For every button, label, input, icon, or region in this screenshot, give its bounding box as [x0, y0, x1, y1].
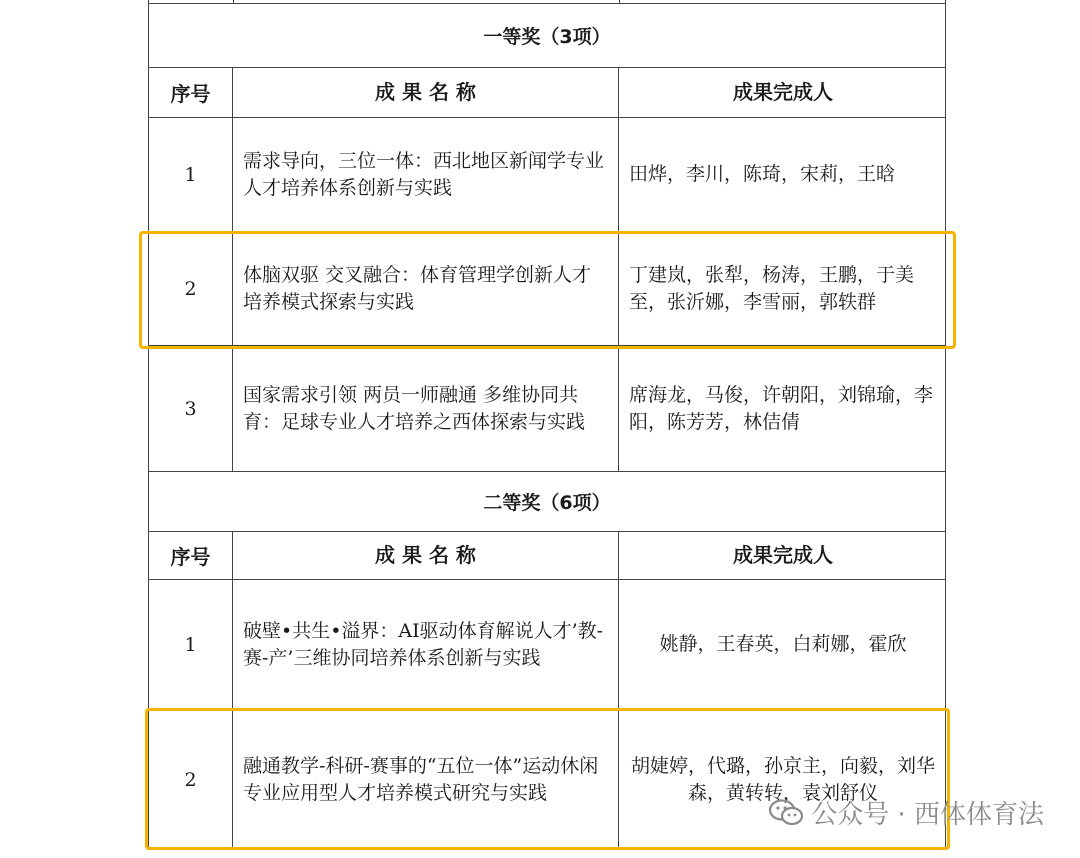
watermark-text: 公众号 · 西体体育法: [811, 800, 1044, 830]
highlight-box-first-row2: [139, 231, 956, 349]
row-num: 1: [149, 118, 233, 231]
header-people: 成果完成人: [733, 543, 833, 567]
table-header-row: [148, 532, 946, 580]
header-name: 成 果 名 称: [233, 532, 619, 579]
wechat-icon: [769, 799, 803, 827]
section-title-second-prize: [148, 472, 946, 532]
header-num: 序号: [149, 532, 233, 579]
row-name: 融通教学-科研-赛事的“五位一体”运动休闲专业应用型人才培养模式研究与实践: [233, 710, 619, 850]
table-row: [148, 118, 946, 232]
row-num: 1: [149, 580, 233, 709]
row-num: 3: [149, 346, 233, 471]
header-people: 成果完成人: [733, 80, 833, 104]
table-row: [148, 346, 946, 472]
row-people: 丁建岚，张犁，杨涛，王鹏，于美至，张沂娜，李雪丽，郭轶群: [629, 263, 915, 313]
row-people: 胡婕婷，代璐，孙京主，向毅，刘华森，黄转转，袁刘舒仪: [630, 755, 935, 804]
table-header-row: [148, 68, 946, 118]
row-name: 破壁•共生•溢界：AI驱动体育解说人才’教-赛-产’三维协同培养体系创新与实践: [233, 580, 619, 709]
watermark: [769, 794, 1044, 831]
header-num: 序号: [149, 68, 233, 117]
section-title-text: 一等奖（3项）: [483, 26, 611, 48]
header-name: 成 果 名 称: [233, 68, 619, 117]
section-title-first-prize: [148, 4, 946, 68]
row-people: 田烨，李川，陈琦，宋莉，王晗: [629, 163, 896, 185]
row-people: 席海龙，马俊，许朝阳，刘锦瑜，李阳，陈芳芳，林佶倩: [629, 383, 934, 433]
table-row: [148, 580, 946, 710]
row-num: 2: [149, 710, 233, 850]
row-name: 体脑双驱 交叉融合：体育管理学创新人才培养模式探索与实践: [233, 232, 619, 345]
section-title-text: 二等奖（6项）: [483, 492, 611, 514]
row-people: 姚静，王春英，白莉娜，霍欣: [659, 633, 907, 655]
row-name: 国家需求引领 两员一师融通 多维协同共育：足球专业人才培养之西体探索与实践: [233, 346, 619, 471]
row-name: 需求导向，三位一体：西北地区新闻学专业人才培养体系创新与实践: [233, 118, 619, 231]
row-num: 2: [149, 232, 233, 345]
